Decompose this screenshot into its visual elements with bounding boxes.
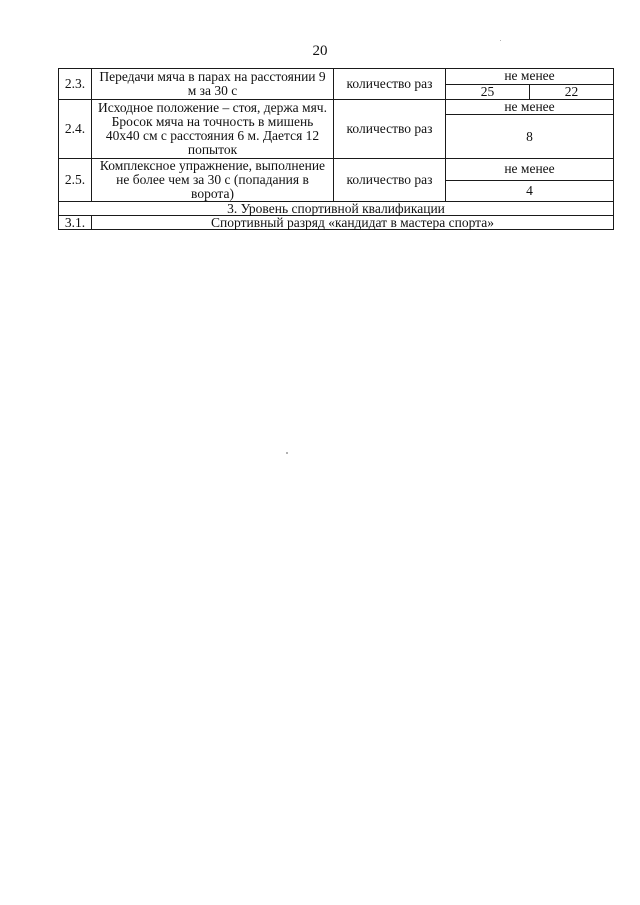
norm-label: не менее bbox=[446, 159, 614, 181]
exercise-description: Передачи мяча в парах на расстоянии 9 м за 30 с bbox=[92, 69, 334, 100]
section-header-row bbox=[59, 202, 614, 216]
norm-value-girls: 22 bbox=[530, 84, 614, 100]
norms-table bbox=[58, 68, 614, 230]
table-row bbox=[59, 100, 614, 115]
row-number: 3.1. bbox=[59, 216, 92, 230]
norm-label: не менее bbox=[446, 100, 614, 115]
table-row bbox=[59, 216, 614, 230]
norm-label: не менее bbox=[446, 69, 614, 85]
table-row bbox=[59, 159, 614, 181]
unit-cell: количество раз bbox=[334, 159, 446, 202]
row-number: 2.5. bbox=[59, 159, 92, 202]
row-number: 2.4. bbox=[59, 100, 92, 159]
scan-speck bbox=[500, 40, 501, 41]
unit-cell: количество раз bbox=[334, 69, 446, 100]
scan-speck bbox=[286, 452, 288, 454]
norm-value-boys: 25 bbox=[446, 84, 530, 100]
page-number: 20 bbox=[312, 43, 328, 59]
norm-value: 4 bbox=[446, 180, 614, 202]
norm-value: 8 bbox=[446, 115, 614, 159]
table-row bbox=[59, 69, 614, 85]
section-title: 3. Уровень спортивной квалификации bbox=[59, 202, 614, 216]
qualification-text: Спортивный разряд «кандидат в мастера спорта» bbox=[92, 216, 614, 230]
unit-cell: количество раз bbox=[334, 100, 446, 159]
row-number: 2.3. bbox=[59, 69, 92, 100]
exercise-description: Комплексное упражнение, выполнение не более чем за 30 с (попадания в ворота) bbox=[92, 159, 334, 202]
exercise-description: Исходное положение – стоя, держа мяч. Бросок мяча на точность в мишень 40x40 см с расстояния 6 м. Дается 12 попыток bbox=[92, 100, 334, 159]
